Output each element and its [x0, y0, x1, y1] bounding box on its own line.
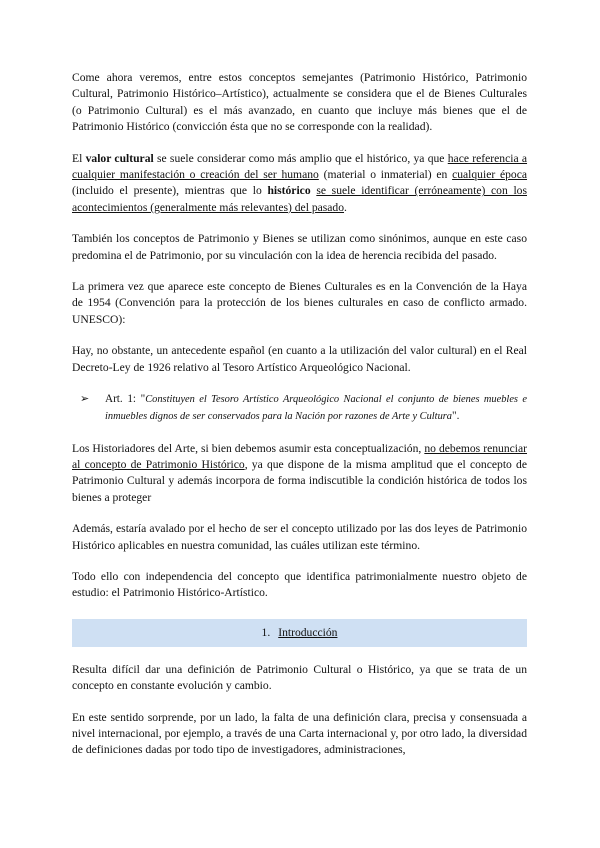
p2-underline-d: hace referencia a cualquier manifestación o creación del ser humano	[72, 151, 528, 182]
paragraph-4: La primera vez que aparece este concepto de Bienes Culturales es en la Convención de la Haya de 1954 (Convención para la protección de los bienes culturales en caso de conflicto armado. UNESCO):	[72, 280, 527, 326]
p6-text-c: , ya que dispone de la misma amplitud que el concepto de Patrimonio Cultural y además incorpora de forma indiscutible la condición histórica de todos los bienes a proteger	[72, 457, 527, 504]
p2-underline-j: se suele identificar (erróneamente) con los acontecimientos (generalmente más relevantes) del pasado	[72, 184, 527, 214]
p2-bold-valor-cultural: valor cultural	[85, 151, 154, 165]
quote-text: Constituyen el Tesoro Artístico Arqueológico Nacional el conjunto de bienes muebles e inmuebles dignos de ser conservados para la Nación por razones de Arte y Cultura	[105, 394, 527, 423]
paragraph-2	[72, 151, 527, 217]
paragraph-9: Resulta difícil dar una definición de Patrimonio Cultural o Histórico, ya que se trata de un concepto en constante evolución y cambio.	[72, 662, 527, 693]
p2-text-e: (material o inmaterial) en	[318, 168, 453, 182]
p6-underline-b: no debemos renunciar al concepto de Patrimonio Histórico	[72, 441, 527, 471]
paragraph-7: Además, estaría avalado por el hecho de ser el concepto utilizado por las dos leyes de Patrimonio Histórico aplicables en nuestra comunidad, las cuáles utilizan este término.	[72, 522, 527, 552]
paragraph-8: Todo ello con independencia del concepto que identifica patrimonialmente nuestro objeto de estudio: el Patrimonio Histórico-Artístico.	[72, 569, 527, 600]
quote-block	[72, 391, 527, 425]
section-number: 1.	[261, 626, 271, 640]
p2-text-g: (incluido el presente), mientras que lo	[72, 184, 268, 198]
paragraph-5: Hay, no obstante, un antecedente español (en cuanto a la utilización del valor cultural) en el Real Decreto-Ley de 1926 relativo al Tesoro Artístico Arqueológico Nacional.	[72, 344, 527, 374]
paragraph-3: También los conceptos de Patrimonio y Bienes se utilizan como sinónimos, aunque en este caso predomina el de Patrimonio, por su vinculación con la idea de herencia recibida del pasado.	[72, 232, 527, 262]
section-heading	[72, 619, 527, 647]
p2-text-a: El	[72, 151, 86, 165]
p2-underline-f: cualquier época	[452, 168, 528, 182]
p2-bold-historico: histórico	[267, 184, 311, 198]
section-title: Introducción	[278, 626, 338, 640]
arrow-bullet-icon: ➢	[80, 393, 90, 406]
paragraph-1: Come ahora veremos, entre estos conceptos semejantes (Patrimonio Histórico, Patrimonio Cultural, Patrimonio Histórico–Artístico), actualmente se considera que el de Bienes Culturales (o Patrimonio Cultural) es el más avanzado, en cuanto que incluye más bienes que el de Patrimonio Histórico (convicción ésta que no se corresponde con la realidad).	[72, 71, 527, 134]
document-page	[72, 70, 527, 759]
p2-text-k: .	[344, 200, 347, 214]
p6-text-a: Los Historiadores del Arte, si bien debemos asumir esta conceptualización,	[72, 441, 425, 455]
p2-text-c: se suele considerar como más amplio que el histórico, ya que	[153, 151, 448, 165]
paragraph-6	[72, 441, 527, 507]
paragraph-10: En este sentido sorprende, por un lado, la falta de una definición clara, precisa y consensuada a nivel internacional, por ejemplo, a través de una Carta internacional y, por otro lado, la diversidad de definiciones dadas por todo tipo de investigadores, administraciones,	[72, 710, 527, 757]
quote-lead: Art. 1: "	[105, 393, 146, 406]
quote-tail: ".	[452, 410, 460, 423]
